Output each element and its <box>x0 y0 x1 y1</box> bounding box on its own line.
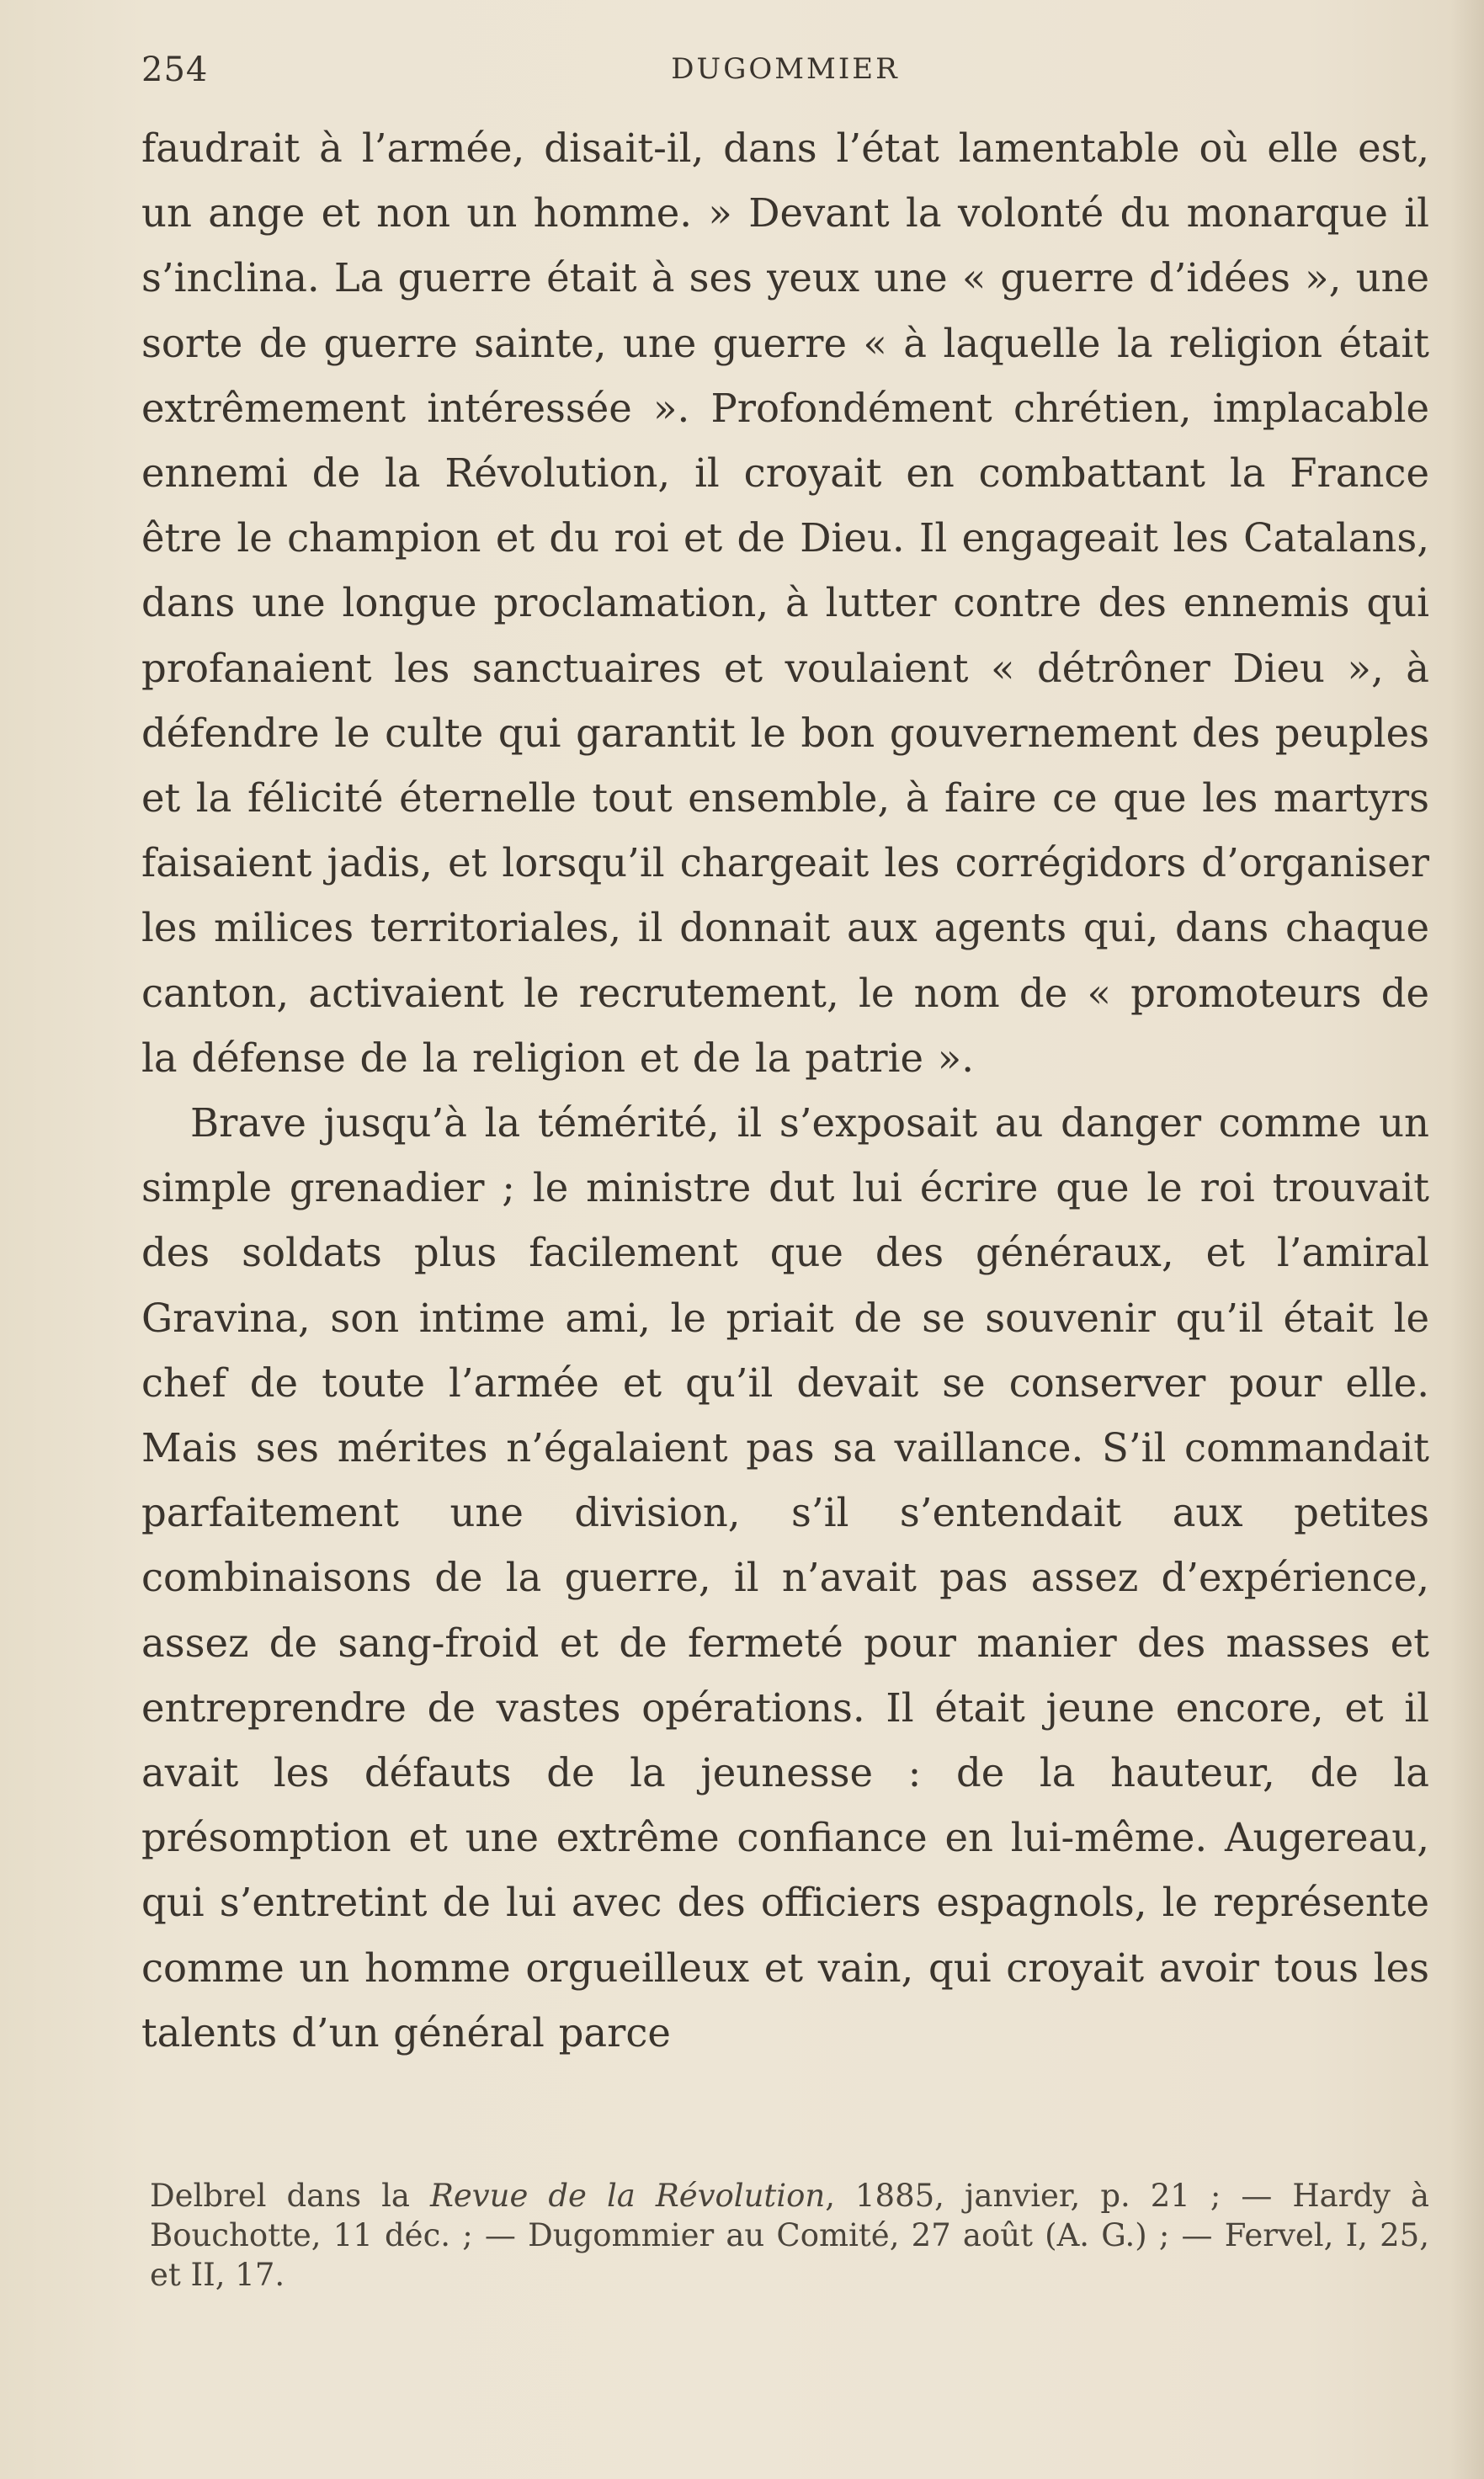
running-title: DUGOMMIER <box>671 52 900 86</box>
page-header <box>141 40 1429 99</box>
footnote-prefix: Delbrel dans la <box>150 2178 430 2214</box>
paragraph: faudrait à l’armée, disait-il, dans l’état lamentable où elle est, un ange et non un homme. » Devant la volonté du monarque il s’inclina. La guerre était à ses yeux une « guerre d’idées », une sorte de guerre sainte, une guerre « à laquelle la religion était extrêmement intéressée ». Profondément chrétien, implacable ennemi de la Révolution, il croyait en combattant la France être le champion et du roi et de Dieu. Il engageait les Catalans, dans une longue proclamation, à lutter contre des ennemis qui profanaient les sanctuaires et voulaient « détrôner Dieu », à défendre le culte qui garantit le bon gouvernement des peuples et la félicité éternelle tout ensemble, à faire ce que les martyrs faisaient jadis, et lorsqu’il chargeait les corrégidors d’organiser les milices territoriales, il donnait aux agents qui, dans chaque canton, activaient le recrutement, le nom de « promoteurs de la défense de la religion et de la patrie ». <box>141 125 1429 1081</box>
footnote <box>150 2176 1429 2295</box>
footnote-journal-title: Revue de la Révolution <box>429 2178 826 2214</box>
page-number: 254 <box>141 51 209 89</box>
footnote-rest: , 1885, janvier, p. 21 ; — Hardy à Bouchotte, 11 déc. ; — Dugommier au Comité, 27 août (A. G.) ; — Fervel, I, 25, et II, 17. <box>150 2178 1429 2293</box>
paragraph: Brave jusqu’à la témérité, il s’exposait au danger comme un simple grenadier ; le ministre dut lui écrire que le roi trouvait des soldats plus facilement que des généraux, et l’amiral Gravina, son intime ami, le priait de se souvenir qu’il était le chef de toute l’armée et qu’il devait se conserver pour elle. Mais ses mérites n’égalaient pas sa vaillance. S’il commandait parfaitement une division, s’il s’entendait aux petites combinaisons de la guerre, il n’avait pas assez d’expérience, assez de sang-froid et de fermeté pour manier des masses et entreprendre de vastes opérations. Il était jeune encore, et il avait les défauts de la jeunesse : de la hauteur, de la présomption et une extrême confiance en lui-même. Augereau, qui s’entretint de lui avec des officiers espagnols, le représente comme un homme orgueilleux et vain, qui croyait avoir tous les talents d’un général parce <box>141 1100 1429 2056</box>
page-edge-shadow <box>1450 0 1484 2479</box>
main-text <box>141 116 1429 2066</box>
